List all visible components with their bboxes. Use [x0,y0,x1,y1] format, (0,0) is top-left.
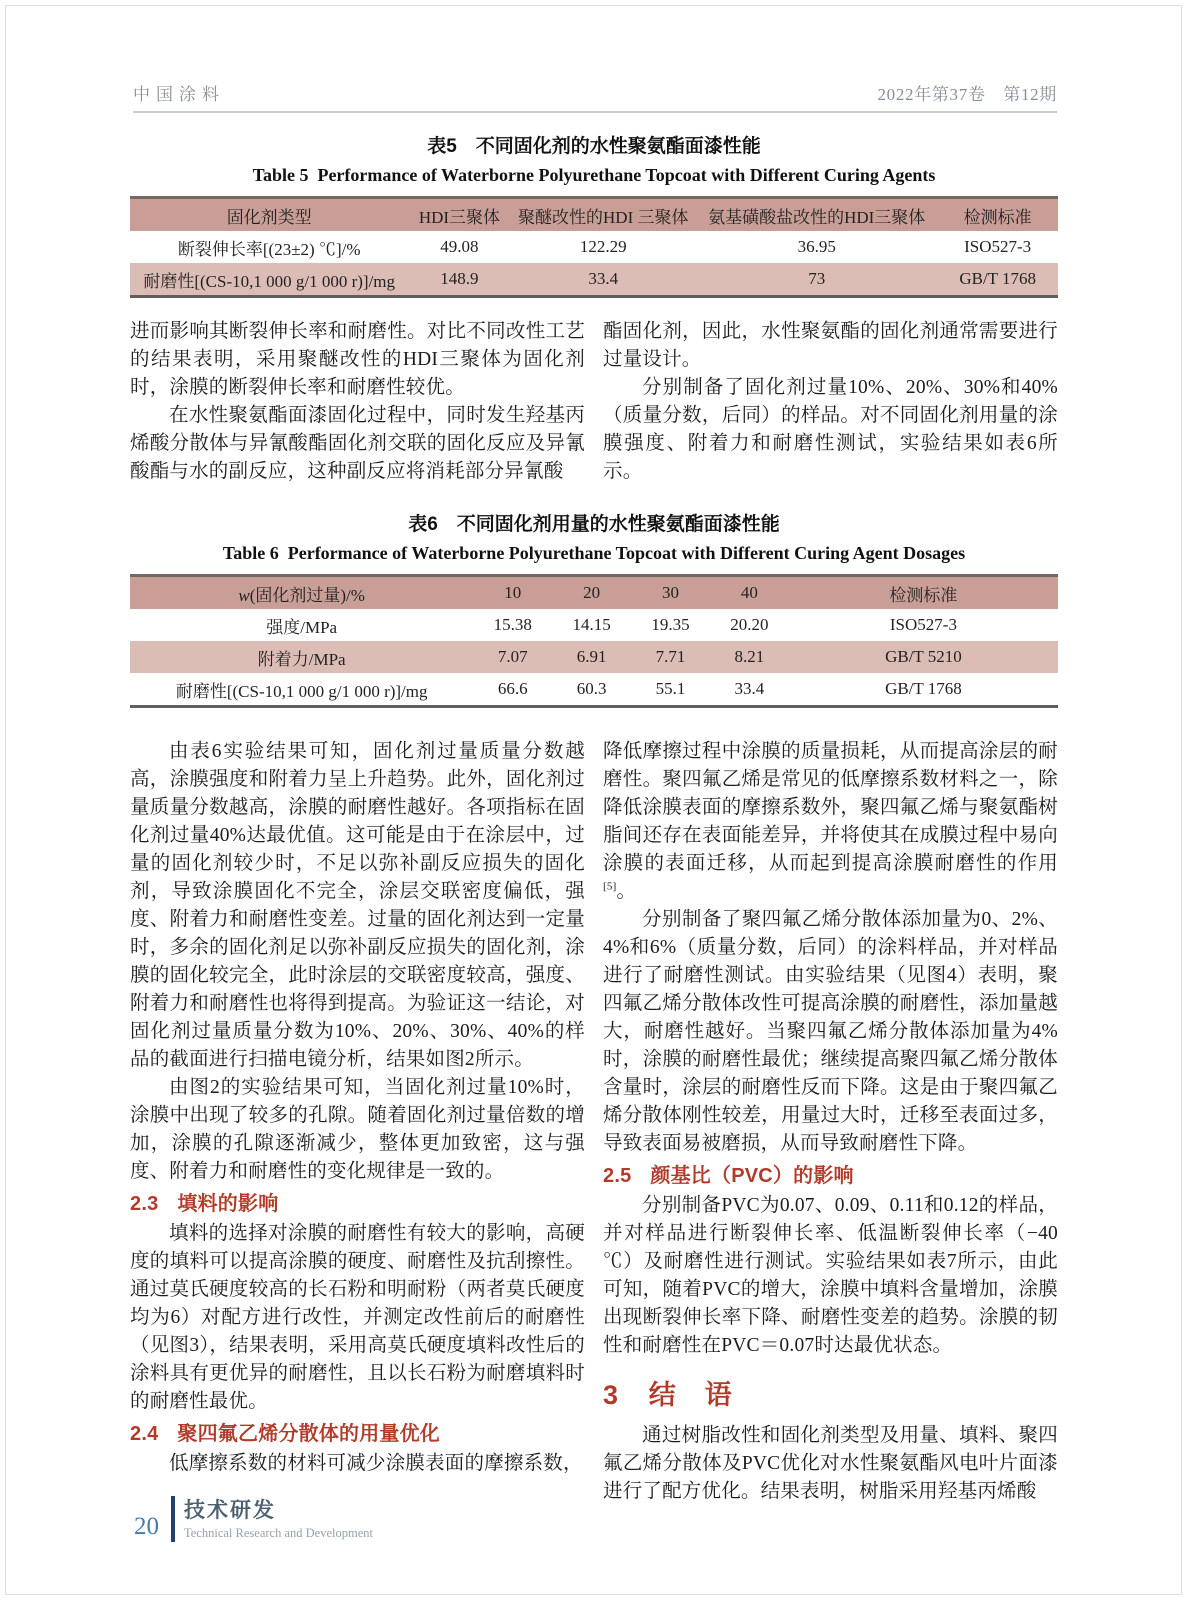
table-cell: 33.4 [588,269,619,288]
paragraph: 在水性聚氨酯面漆固化过程中，同时发生羟基丙烯酸分散体与异氰酸酯固化剂交联的固化反应及异氰酸酯与水的副反应，这种副反应将消耗部分异氰酸 [130,405,585,482]
table-cell: 断裂伸长率[(23±2) ℃]/% [177,239,361,259]
table-cell: 8.21 [734,647,765,666]
table6-caption-en: Table 6 Performance of Waterborne Polyurethane Topcoat with Different Curing Agent Dosages [222,543,966,563]
issue-info: 2022年第37卷 第12期 [877,85,1057,104]
paragraph: 分别制备了固化剂过量10%、20%、30%和40%（质量分数，后同）的样品。对不同固化剂用量的涂膜强度、附着力和耐磨性测试，实验结果如表6所示。 [603,377,1058,482]
table-cell: 20.20 [730,615,769,634]
footer-section-title-cn: 技术研发 [184,1498,276,1522]
table-cell: 122.29 [579,237,627,256]
table5-col-header: HDI三聚体 [418,207,501,227]
table6-header-row [130,576,1058,610]
paragraph: 进而影响其断裂伸长率和耐磨性。对比不同改性工艺的结果表明，采用聚醚改性的HDI三聚体为固化剂时，涂膜的断裂伸长率和耐磨性较优。 [130,321,585,398]
section-title: 填料的影响 [177,1193,279,1215]
table-cell: GB/T 1768 [885,679,962,698]
table-cell: 19.35 [651,615,690,634]
section-title: 聚四氟乙烯分散体的用量优化 [177,1423,441,1445]
paragraph: 填料的选择对涂膜的耐磨性有较大的影响，高硬度的填料可以提高涂膜的硬度、耐磨性及抗刮擦性。通过莫氏硬度较高的长石粉和明耐粉（两者莫氏硬度均为6）对配方进行改性，并测定改性前后的耐磨性（见图3），结果表明，采用高莫氏硬度填料改性后的涂料具有更优异的耐磨性，且以长石粉为耐磨填料时的耐磨性最优。 [130,1223,585,1412]
table-cell: 33.4 [734,679,765,698]
table-cell: 55.1 [655,679,686,698]
table-cell: GB/T 1768 [959,269,1036,288]
page-content [130,134,1058,1506]
table-cell: 148.9 [440,269,479,288]
intro-right-column [603,318,1058,486]
table-cell: 14.15 [572,615,611,634]
section-heading-3 [603,1378,1058,1412]
paragraph: 通过树脂改性和固化剂类型及用量、填料、聚四氟乙烯分散体及PVC优化对水性聚氨酯风电叶片面漆进行了配方优化。结果表明，树脂采用羟基丙烯酸 [603,1425,1058,1502]
section-heading-2-4 [130,1420,585,1448]
paragraph: 分别制备PVC为0.07、0.09、0.11和0.12的样品，并对样品进行断裂伸长率、低温断裂伸长率（−40 ℃）及耐磨性进行测试。实验结果如表7所示，由此可知，随着PVC的增大，涂膜中填料含量增加，涂膜出现断裂伸长率下降、耐磨性变差的趋势。涂膜的韧性和耐磨性在PVC＝0.07时达最优状态。 [603,1195,1058,1356]
table5-col-header: 聚醚改性的HDI 三聚体 [518,207,689,227]
table6-col-header: 30 [662,583,680,602]
table6-col-header-rest: (固化剂过量)/% [249,585,365,605]
table-cell: 7.71 [655,647,686,666]
table-cell: ISO527-3 [889,615,957,634]
table-cell: 36.95 [797,237,836,256]
main-right-column [603,738,1058,1506]
table-cell: 耐磨性[(CS-10,1 000 g/1 000 r)]/mg [175,681,428,701]
section-title: 结 语 [648,1380,733,1410]
section-heading-2-3 [130,1190,585,1218]
footer-section-title-en: Technical Research and Development [184,1525,373,1540]
table6-col-header: 20 [583,583,601,602]
table5-col-header: 氨基磺酸盐改性的HDI三聚体 [708,207,926,227]
table-6 [130,574,1058,708]
table6-col-header: 10 [504,583,522,602]
paragraph-text: 降低摩擦过程中涂膜的质量损耗，从而提高涂层的耐磨性。聚四氟乙烯是常见的低摩擦系数材料之一，除降低涂膜表面的摩擦系数外，聚四氟乙烯与聚氨酯树脂间还存在表面能差异，并将使其在成膜过程中易向涂膜的表面迁移，从而起到提高涂膜耐磨性的作用 [603,741,1058,874]
table-cell: 强度/MPa [266,617,338,637]
section-title: 颜基比（PVC）的影响 [650,1165,854,1187]
paragraph: 酯固化剂，因此，水性聚氨酯的固化剂通常需要进行过量设计。 [603,321,1058,370]
table-cell: 49.08 [440,237,479,256]
table-row [130,263,1058,297]
table-row [130,231,1058,263]
paragraph [603,738,1058,906]
table-cell: 附着力/MPa [257,649,346,669]
variable-w: w [238,585,250,605]
journal-name: 中国涂料 [133,85,225,104]
table-row [130,609,1058,641]
paragraph: 低摩擦系数的材料可减少涂膜表面的摩擦系数， [169,1453,583,1474]
running-head [133,80,1057,113]
table5-col-header: 检测标准 [963,207,1032,227]
table6-caption-cn: 表6 不同固化剂用量的水性聚氨酯面漆性能 [408,514,780,535]
table6-col-header: 检测标准 [889,585,958,605]
citation-marker: [5] [603,880,617,893]
table-row [130,673,1058,707]
table-cell: 6.91 [576,647,607,666]
table6-col-header: 40 [740,583,758,602]
table-cell: 60.3 [576,679,607,698]
table6-col-header [130,576,473,610]
page-number: 20 [134,1513,159,1540]
paragraph: 由图2的实验结果可知，当固化剂过量10%时，涂膜中出现了较多的孔隙。随着固化剂过量倍数的增加，涂膜的孔隙逐渐减少，整体更加致密，这与强度、附着力和耐磨性的变化规律是一致的。 [130,1077,585,1182]
table-cell: 66.6 [497,679,528,698]
paragraph: 由表6实验结果可知，固化剂过量质量分数越高，涂膜强度和附着力呈上升趋势。此外，固化剂过量质量分数越高，涂膜的耐磨性越好。各项指标在固化剂过量40%达最优值。这可能是由于在涂层中，过量的固化剂较少时，不足以弥补副反应损失的固化剂，导致涂膜固化不完全，涂层交联密度偏低，强度、附着力和耐磨性变差。过量的固化剂达到一定量时，多余的固化剂足以弥补副反应损失的固化剂，涂膜的固化较完全，此时涂层的交联密度较高，强度、附着力和耐磨性也将得到提高。为验证这一结论，对固化剂过量质量分数为10%、20%、30%、40%的样品的截面进行扫描电镜分析，结果如图2所示。 [130,741,585,1070]
table-5 [130,196,1058,298]
table-cell: 73 [808,269,826,288]
section-number: 2.4 [130,1423,159,1445]
section-heading-2-5 [603,1162,1058,1190]
table6-captions [130,512,1058,566]
paragraph-text: 。 [616,881,637,902]
main-section [130,738,1058,1506]
paragraph: 分别制备了聚四氟乙烯分散体添加量为0、2%、4%和6%（质量分数，后同）的涂料样品，并对样品进行了耐磨性测试。由实验结果（见图4）表明，聚四氟乙烯分散体改性可提高涂膜的耐磨性，添加量越大，耐磨性越好。当聚四氟乙烯分散体添加量为4%时，涂膜的耐磨性最优；继续提高聚四氟乙烯分散体含量时，涂层的耐磨性反而下降。这是由于聚四氟乙烯分散体刚性较差，用量过大时，迁移至表面过多，导致表面易被磨损，从而导致耐磨性下降。 [603,909,1058,1154]
section-number: 3 [603,1380,620,1410]
table-cell: 耐磨性[(CS-10,1 000 g/1 000 r)]/mg [143,271,396,291]
footer-section-block [184,1499,373,1540]
table-cell: 7.07 [497,647,528,666]
table-row [130,641,1058,673]
table5-col-header: 固化剂类型 [226,207,312,227]
table-cell: 15.38 [493,615,532,634]
section-number: 2.3 [130,1193,159,1215]
table5-caption-cn: 表5 不同固化剂的水性聚氨酯面漆性能 [427,136,761,157]
footer-divider-bar [171,1496,175,1542]
table5-header-row [130,198,1058,232]
table5-caption-en: Table 5 Performance of Waterborne Polyurethane Topcoat with Different Curing Agents [252,165,936,185]
intro-left-column [130,318,585,486]
section-number: 2.5 [603,1165,632,1187]
table-cell: GB/T 5210 [885,647,962,666]
page-footer [134,1496,373,1542]
intro-section [130,318,1058,486]
main-left-column [130,738,585,1506]
table-cell: ISO527-3 [964,237,1032,256]
